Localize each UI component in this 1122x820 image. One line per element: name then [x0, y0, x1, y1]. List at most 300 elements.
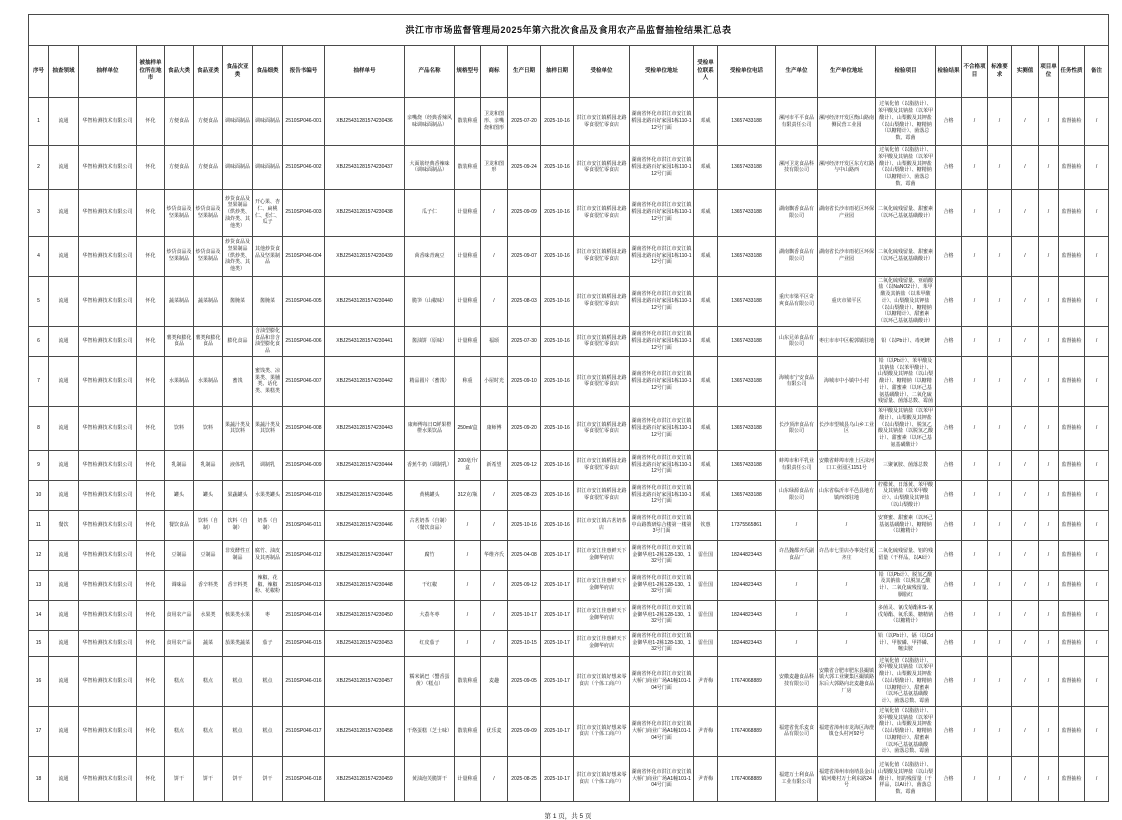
table-cell: / [1085, 236, 1109, 276]
table-cell: 含油型膨化食品和非含油型膨化食品 [253, 326, 283, 356]
table-cell: / [818, 600, 876, 630]
table-cell: 洪江市安江镇稻园北路零食很忙零食店 [574, 276, 630, 326]
table-cell: 蔬菜制品 [194, 276, 223, 326]
table-cell: 18244823443 [718, 570, 776, 600]
table-cell: 餐饮食品 [165, 510, 194, 540]
table-cell: 湖南省怀化市洪江市安江镇稻园北路百好家园1栋110-112号门面 [630, 326, 694, 356]
table-cell: 糕点 [165, 706, 194, 756]
table-cell: 大面筋经典香辣味（调味面制品） [405, 146, 455, 190]
table-cell: 黄油泡芙脆饼干 [405, 757, 455, 802]
table-cell: 监督抽检 [1059, 450, 1085, 480]
table-cell: 17375565861 [718, 510, 776, 540]
table-cell: 小屋时光 [481, 356, 508, 406]
table-cell: 二氧化硫残留量、甜蜜素（以环己基氨基磺酸计） [876, 236, 936, 276]
table-cell: / [988, 540, 1012, 570]
table-cell: 流通 [49, 326, 79, 356]
table-cell: 果蔬罐头 [223, 480, 253, 510]
table-cell: / [1039, 656, 1059, 706]
table-cell: 洪江市安江镇好想来零食店（个体工商户） [574, 757, 630, 802]
table-cell: 果蔬汁类及其饮料 [223, 407, 253, 451]
table-cell: / [1085, 630, 1109, 656]
table-cell: 2025-08-23 [508, 480, 541, 510]
table-cell: / [481, 570, 508, 600]
table-cell: XBJ25431281574230458 [325, 706, 405, 756]
table-cell: / [1085, 656, 1109, 706]
table-cell: / [1012, 407, 1039, 451]
table-cell: 2510SP046-004 [283, 236, 325, 276]
table-cell: / [1085, 706, 1109, 756]
table-cell: 优乐麦 [481, 706, 508, 756]
table-cell: / [1085, 407, 1109, 451]
table-cell: 饮料 [165, 407, 194, 451]
table-cell: 合格 [936, 510, 962, 540]
table-cell: 湖南省怀化市洪江市安江镇金御华府1-2栋128-130、132号门面 [630, 600, 694, 630]
header-cell: 生产单位地址 [818, 46, 876, 98]
table-cell: / [1012, 510, 1039, 540]
table-cell: 华维齐氏 [481, 540, 508, 570]
table-cell: 2025-09-09 [508, 189, 541, 236]
table-cell: / [988, 356, 1012, 406]
table-cell: 监督抽检 [1059, 570, 1085, 600]
table-cell: / [776, 630, 818, 656]
table-cell: 13657433188 [718, 236, 776, 276]
table-cell: 香辛料类 [223, 570, 253, 600]
header-cell: 生产单位 [776, 46, 818, 98]
table-cell: / [988, 407, 1012, 451]
table-cell: 过氧化值（以脂肪计）、苯甲酸及其钠盐（以苯甲酸计）、山梨酸及其钾盐（以山梨酸计）、糖精钠（以糖精计）、甜蜜素（以环己基氨基磺酸计）、菌落总数、霉菌 [876, 706, 936, 756]
table-cell: / [1039, 146, 1059, 190]
table-cell: 华智检测技术有限公司 [79, 757, 137, 802]
table-cell: 水果制品 [165, 356, 194, 406]
table-cell: 蔬菜 [194, 630, 223, 656]
table-cell: 13657433188 [718, 276, 776, 326]
header-cell: 食品次亚类 [223, 46, 253, 98]
table-cell: 漯河卫龙食品科技有限公司 [776, 146, 818, 190]
table-cell: 2025-10-16 [541, 510, 574, 540]
table-cell: 流通 [49, 570, 79, 600]
table-cell: 流通 [49, 189, 79, 236]
table-cell: 2025-10-16 [541, 480, 574, 510]
table-cell: / [455, 540, 481, 570]
header-cell: 商标 [481, 46, 508, 98]
header-cell: 受检单位 [574, 46, 630, 98]
table-cell: / [1012, 356, 1039, 406]
table-cell: 方便食品 [165, 98, 194, 146]
table-row [29, 450, 1109, 480]
table-cell: 2025-07-30 [508, 326, 541, 356]
table-cell: 安赛蜜、甜蜜素（以环己基氨基磺酸计）、糖精钠（以糖精计） [876, 510, 936, 540]
table-cell: 17674068889 [718, 706, 776, 756]
table-cell: / [962, 450, 988, 480]
table-row [29, 407, 1109, 451]
table-cell: 华智检测技术有限公司 [79, 146, 137, 190]
table-cell: 安徽省蚌埠市淮上区沫河口工业园区1151号 [818, 450, 876, 480]
table-cell: XBJ25431281574230443 [325, 407, 405, 451]
table-cell: 洪江市安江镇好想来零食店（个体工商户） [574, 706, 630, 756]
header-cell: 食品亚类 [194, 46, 223, 98]
table-cell: 古茗奶茶（自制）（餐饮食品） [405, 510, 455, 540]
table-cell: 8 [29, 407, 49, 451]
header-cell: 备注 [1085, 46, 1109, 98]
table-cell: 监督抽检 [1059, 600, 1085, 630]
table-cell: 洪江市安江镇稻园北路零食很忙零食店 [574, 146, 630, 190]
table-cell: 2025-10-16 [541, 189, 574, 236]
table-cell: 2025-08-25 [508, 757, 541, 802]
table-cell: 湖南省怀化市洪江市安江镇稻园北路百好家园1栋110-112号门面 [630, 450, 694, 480]
table-cell: 湖南省怀化市洪江市安江镇稻园北路百好家园1栋110-112号门面 [630, 356, 694, 406]
table-cell: 糕点 [194, 656, 223, 706]
table-cell: 卫龙和图形、亲嘴烧和图形 [481, 98, 508, 146]
table-cell: 三聚氰胺、菌落总数 [876, 450, 936, 480]
table-cell: 福颂 [481, 326, 508, 356]
table-cell: 合格 [936, 146, 962, 190]
table-cell: 安徽省合肥市肥东县撮镇镇大郭工业聚集区撮镇路东后大郭路向北麦趣食品厂房 [818, 656, 876, 706]
table-cell: XBJ25431281574230442 [325, 356, 405, 406]
table-cell: / [962, 98, 988, 146]
table-cell: / [988, 450, 1012, 480]
table-cell: / [1039, 480, 1059, 510]
table-cell: 饮料 [194, 407, 223, 451]
table-cell: 怀化 [137, 189, 165, 236]
table-cell: 调味面制品 [223, 98, 253, 146]
table-cell: 炒货食品及坚果制品（烘炒类、油炸类、其他类） [223, 236, 253, 276]
table-cell: 柠檬黄、日落黄、苯甲酸及其钠盐（以苯甲酸计）、山梨酸及其钾盐（以山梨酸计） [876, 480, 936, 510]
table-cell: 福建万士利食品工业有限公司 [776, 757, 818, 802]
table-cell: 计量称重 [455, 189, 481, 236]
table-cell: / [1039, 540, 1059, 570]
table-cell: 监督抽检 [1059, 326, 1085, 356]
table-cell: / [1012, 706, 1039, 756]
table-cell: 过氧化值（以脂肪计）、山梨酸及其钾盐（以山梨酸计）、铝的残留量（干样品，以Al计）、菌落总数、霉菌 [876, 757, 936, 802]
table-cell: / [962, 600, 988, 630]
table-cell: / [1085, 450, 1109, 480]
table-cell: / [455, 570, 481, 600]
table-cell: / [962, 656, 988, 706]
table-cell: / [1039, 600, 1059, 630]
table-cell: 开心果、杏仁、扁桃仁、松仁、瓜子 [253, 189, 283, 236]
table-cell: 监督抽检 [1059, 236, 1085, 276]
table-cell: 雷仕国 [694, 600, 718, 630]
table-cell: 邓威 [694, 326, 718, 356]
table-cell: 2025-10-16 [541, 326, 574, 356]
table-cell: 2510SP046-010 [283, 480, 325, 510]
table-cell: 湖南省怀化市洪江市安江镇稻园北路百好家园1栋110-112号门面 [630, 480, 694, 510]
table-cell: 监督抽检 [1059, 407, 1085, 451]
table-cell: 2025-10-15 [508, 630, 541, 656]
table-cell: / [962, 407, 988, 451]
table-cell: / [988, 510, 1012, 540]
table-cell: 计量称重 [455, 326, 481, 356]
table-cell: / [481, 189, 508, 236]
title-row [29, 15, 1109, 46]
table-cell: 尹青梅 [694, 656, 718, 706]
table-cell: 雷仕国 [694, 570, 718, 600]
table-cell: 计量称重 [455, 757, 481, 802]
table-cell: 湖南省怀化市洪江市安江镇稻园北路百好家园1栋110-112号门面 [630, 236, 694, 276]
table-cell: 湖南省怀化市洪江市安江镇金御华府1-2栋128-130、132号门面 [630, 540, 694, 570]
table-row [29, 706, 1109, 756]
table-cell: 流通 [49, 480, 79, 510]
table-cell: 合格 [936, 326, 962, 356]
table-cell: 2 [29, 146, 49, 190]
table-cell: 核果类水果 [223, 600, 253, 630]
table-cell: 山东绿源食品有限公司 [776, 480, 818, 510]
table-cell: 麦趣 [481, 656, 508, 706]
table-cell: 饮料（自制） [194, 510, 223, 540]
table-cell: 怀化 [137, 146, 165, 190]
table-cell: 糕点 [223, 656, 253, 706]
table-cell: XBJ25431281574230459 [325, 757, 405, 802]
table-cell: 华智检测技术有限公司 [79, 600, 137, 630]
table-cell: 红皮茄子 [405, 630, 455, 656]
table-cell: / [988, 656, 1012, 706]
table-cell: 13657433188 [718, 189, 776, 236]
table-cell: / [962, 630, 988, 656]
table-cell: / [988, 570, 1012, 600]
table-cell: 饼干 [165, 757, 194, 802]
table-cell: 合格 [936, 570, 962, 600]
table-cell: 罐头 [165, 480, 194, 510]
table-cell: 1 [29, 98, 49, 146]
table-cell: / [1039, 276, 1059, 326]
table-cell: 2025-10-16 [541, 236, 574, 276]
table-cell: XBJ25431281574230448 [325, 570, 405, 600]
table-cell: 10 [29, 480, 49, 510]
table-cell: 合格 [936, 407, 962, 451]
table-cell: 2025-09-12 [508, 450, 541, 480]
table-cell: 洪江市安江佳惠鲜天下金御华府店 [574, 630, 630, 656]
header-cell: 抽样单号 [325, 46, 405, 98]
table-cell: 饼干 [194, 757, 223, 802]
table-cell: 18244823443 [718, 600, 776, 630]
table-cell: 雷仕国 [694, 540, 718, 570]
table-cell: 华智检测技术有限公司 [79, 540, 137, 570]
table-cell: / [962, 146, 988, 190]
table-cell: 监督抽检 [1059, 480, 1085, 510]
table-cell: / [818, 630, 876, 656]
table-row [29, 510, 1109, 540]
header-cell: 标准要求 [988, 46, 1012, 98]
table-cell: / [1012, 757, 1039, 802]
table-cell: / [455, 600, 481, 630]
table-cell: 二氧化硫残留量、亚硝酸盐（以NaNO2计）、苯甲酸及其钠盐（以苯甲酸计）、山梨酸及其钾盐（以山梨酸计）、糖精钠（以糖精计）、甜蜜素（以环己基氨基磺酸计） [876, 276, 936, 326]
table-cell: / [1085, 510, 1109, 540]
table-cell: 12 [29, 540, 49, 570]
table-cell: 尹青梅 [694, 757, 718, 802]
table-cell: 怀化 [137, 450, 165, 480]
table-cell: 茄子 [253, 630, 283, 656]
table-cell: 漯河经济开发区东方红路与中山路西 [818, 146, 876, 190]
table-cell: 称重 [455, 356, 481, 406]
table-cell: 监督抽检 [1059, 189, 1085, 236]
table-cell: / [1085, 276, 1109, 326]
table-cell: 14 [29, 600, 49, 630]
table-cell: 怀化 [137, 480, 165, 510]
page-title: 洪江市市场监督管理局2025年第六批次食品及食用农产品监督抽检结果汇总表 [29, 15, 1109, 46]
table-cell: / [1012, 276, 1039, 326]
table-cell: 洪江市安江镇稻园北路零食很忙零食店 [574, 236, 630, 276]
table-cell: 2510SP046-009 [283, 450, 325, 480]
table-cell: 华智检测技术有限公司 [79, 510, 137, 540]
table-cell: / [988, 600, 1012, 630]
table-cell: / [1039, 510, 1059, 540]
table-cell: 洪江市安江镇好想来零食店（个体工商户） [574, 656, 630, 706]
table-cell: 2510SP046-017 [283, 706, 325, 756]
table-cell: / [962, 326, 988, 356]
table-cell: 2025-09-05 [508, 656, 541, 706]
table-cell: 豆制品 [165, 540, 194, 570]
table-row [29, 326, 1109, 356]
table-cell: 许昌魏都齐氏副食品厂 [776, 540, 818, 570]
table-cell: 漯河经济开发区衡山路南侧民营工业园 [818, 98, 876, 146]
table-cell: 糕点 [165, 656, 194, 706]
table-cell: 2510SP046-005 [283, 276, 325, 326]
table-cell: 2510SP046-016 [283, 656, 325, 706]
table-cell: 华智检测技术有限公司 [79, 98, 137, 146]
table-cell: 炒货食品及坚果制品（烘炒类、油炸类、其他类） [223, 189, 253, 236]
table-cell: 5 [29, 276, 49, 326]
table-cell: / [1012, 540, 1039, 570]
table-row [29, 630, 1109, 656]
table-cell: 2025-07-20 [508, 98, 541, 146]
table-cell: 9 [29, 450, 49, 480]
table-cell: 湖南省怀化市洪江市安江镇金御华府1-2栋128-130、132号门面 [630, 570, 694, 600]
table-cell: 计量称重 [455, 236, 481, 276]
table-cell: 香蕉牛奶（调制乳） [405, 450, 455, 480]
table-cell: / [988, 236, 1012, 276]
table-cell: 湖南省长沙市雨花区环保产业园 [818, 189, 876, 236]
table-cell: / [776, 600, 818, 630]
table-cell: 2025-10-17 [541, 757, 574, 802]
table-cell: / [1012, 236, 1039, 276]
table-cell: 洪江市安江佳惠鲜天下金御华府店 [574, 570, 630, 600]
table-cell: 邓威 [694, 356, 718, 406]
table-cell: 合格 [936, 630, 962, 656]
table-cell: / [962, 510, 988, 540]
table-cell: 黄桃罐头 [405, 480, 455, 510]
table-row [29, 236, 1109, 276]
table-cell: 13657433188 [718, 407, 776, 451]
table-cell: 果蔬汁类及其饮料 [253, 407, 283, 451]
table-cell: 2025-10-16 [508, 510, 541, 540]
table-cell: 2025-09-09 [508, 706, 541, 756]
table-cell: 康师傅 [481, 407, 508, 451]
table-cell: 监督抽检 [1059, 510, 1085, 540]
table-cell: / [988, 757, 1012, 802]
table-cell: / [988, 98, 1012, 146]
table-cell: 炒货食品及坚果制品 [165, 189, 194, 236]
table-cell: 卫龙和图形 [481, 146, 508, 190]
table-cell: 糕点 [253, 656, 283, 706]
table-cell: 湖南省怀化市洪江市安江镇稻园北路百好家园1栋110-112号门面 [630, 189, 694, 236]
table-cell: 怀化 [137, 356, 165, 406]
table-cell: / [1039, 407, 1059, 451]
table-cell: 2510SP046-006 [283, 326, 325, 356]
table-cell: 华智检测技术有限公司 [79, 276, 137, 326]
table-cell: 监督抽检 [1059, 630, 1085, 656]
header-cell: 实测值 [1012, 46, 1039, 98]
table-cell: 调味品 [165, 570, 194, 600]
table-cell: 2510SP046-018 [283, 757, 325, 802]
table-cell: 枣 [253, 600, 283, 630]
table-cell: 华智检测技术有限公司 [79, 326, 137, 356]
table-cell: 漯河市平平食品有限责任公司 [776, 98, 818, 146]
table-cell: 许昌市七里店办事处付夏齐庄 [818, 540, 876, 570]
table-cell: / [1012, 570, 1039, 600]
table-cell: 食用农产品 [165, 600, 194, 630]
table-cell: 怀化 [137, 630, 165, 656]
table-cell: 尹青梅 [694, 706, 718, 756]
table-cell: 流通 [49, 630, 79, 656]
table-cell: 邓威 [694, 98, 718, 146]
table-cell: 流通 [49, 276, 79, 326]
table-cell: 湖南省长沙市雨花区环保产业园 [818, 236, 876, 276]
table-cell: 13657433188 [718, 356, 776, 406]
header-cell: 检验结果 [936, 46, 962, 98]
table-cell: 乳制品 [194, 450, 223, 480]
header-cell: 不合格项目 [962, 46, 988, 98]
header-cell: 受检单位联系人 [694, 46, 718, 98]
table-cell: / [481, 510, 508, 540]
header-cell: 食品大类 [165, 46, 194, 98]
table-cell: 2025-10-17 [541, 656, 574, 706]
table-cell: 邓威 [694, 189, 718, 236]
table-cell: 2025-10-17 [541, 630, 574, 656]
table-cell: 湖南省怀化市洪江市安江镇中山路教研综合楼第一楼第3号门面 [630, 510, 694, 540]
table-cell: 福建省漳州市南靖县金山镇河墘村万士利东路24号 [818, 757, 876, 802]
table-cell: 过氧化值（以脂肪计）、苯甲酸及其钠盐（以苯甲酸计）、山梨酸及其钾盐（以山梨酸计）、糖精钠（以糖精计）、菌落总数、霉菌 [876, 98, 936, 146]
table-cell: 新希望 [481, 450, 508, 480]
table-cell: 香辛料类 [194, 570, 223, 600]
table-row [29, 540, 1109, 570]
table-cell: XBJ25431281574230439 [325, 236, 405, 276]
table-cell: 脆笋（山椒味） [405, 276, 455, 326]
table-cell: 流通 [49, 757, 79, 802]
table-cell: 13657433188 [718, 146, 776, 190]
table-cell: 长沙顶津食品有限公司 [776, 407, 818, 451]
table-cell: / [776, 510, 818, 540]
table-cell: 18244823443 [718, 630, 776, 656]
table-cell: 腐竹、油皮及其再制品 [253, 540, 283, 570]
table-cell: 邓威 [694, 236, 718, 276]
table-cell: 亲嘴烧（经典香辣风味调味面制品） [405, 98, 455, 146]
table-cell: / [818, 570, 876, 600]
table-cell: / [1012, 450, 1039, 480]
table-cell: / [1012, 480, 1039, 510]
table-cell: / [1085, 540, 1109, 570]
table-cell: 怀化 [137, 407, 165, 451]
table-cell: 怀化 [137, 236, 165, 276]
table-cell: 散装称重 [455, 146, 481, 190]
table-cell: 调味面制品 [253, 98, 283, 146]
table-cell: 湖南省怀化市洪江市安江镇大桥门商业广场A1幢101-104号门面 [630, 706, 694, 756]
table-cell: 2025-10-16 [541, 276, 574, 326]
table-cell: 餐饮 [49, 510, 79, 540]
table-cell: 监督抽检 [1059, 356, 1085, 406]
table-cell: 大荔冬枣 [405, 600, 455, 630]
table-cell: 监督抽检 [1059, 276, 1085, 326]
table-cell: XBJ25431281574230438 [325, 189, 405, 236]
table-cell: 2025-08-03 [508, 276, 541, 326]
table-cell: 怀化 [137, 656, 165, 706]
table-cell: 邓威 [694, 146, 718, 190]
table-cell: 调制乳 [253, 450, 283, 480]
table-cell: 13657433188 [718, 98, 776, 146]
table-cell: 二氧化硫残留量、甜蜜素（以环己基氨基磺酸计） [876, 189, 936, 236]
table-cell: 湖南省怀化市洪江市安江镇金御华府1-2栋128-130、132号门面 [630, 630, 694, 656]
table-row [29, 356, 1109, 406]
table-cell: 2510SP046-003 [283, 189, 325, 236]
